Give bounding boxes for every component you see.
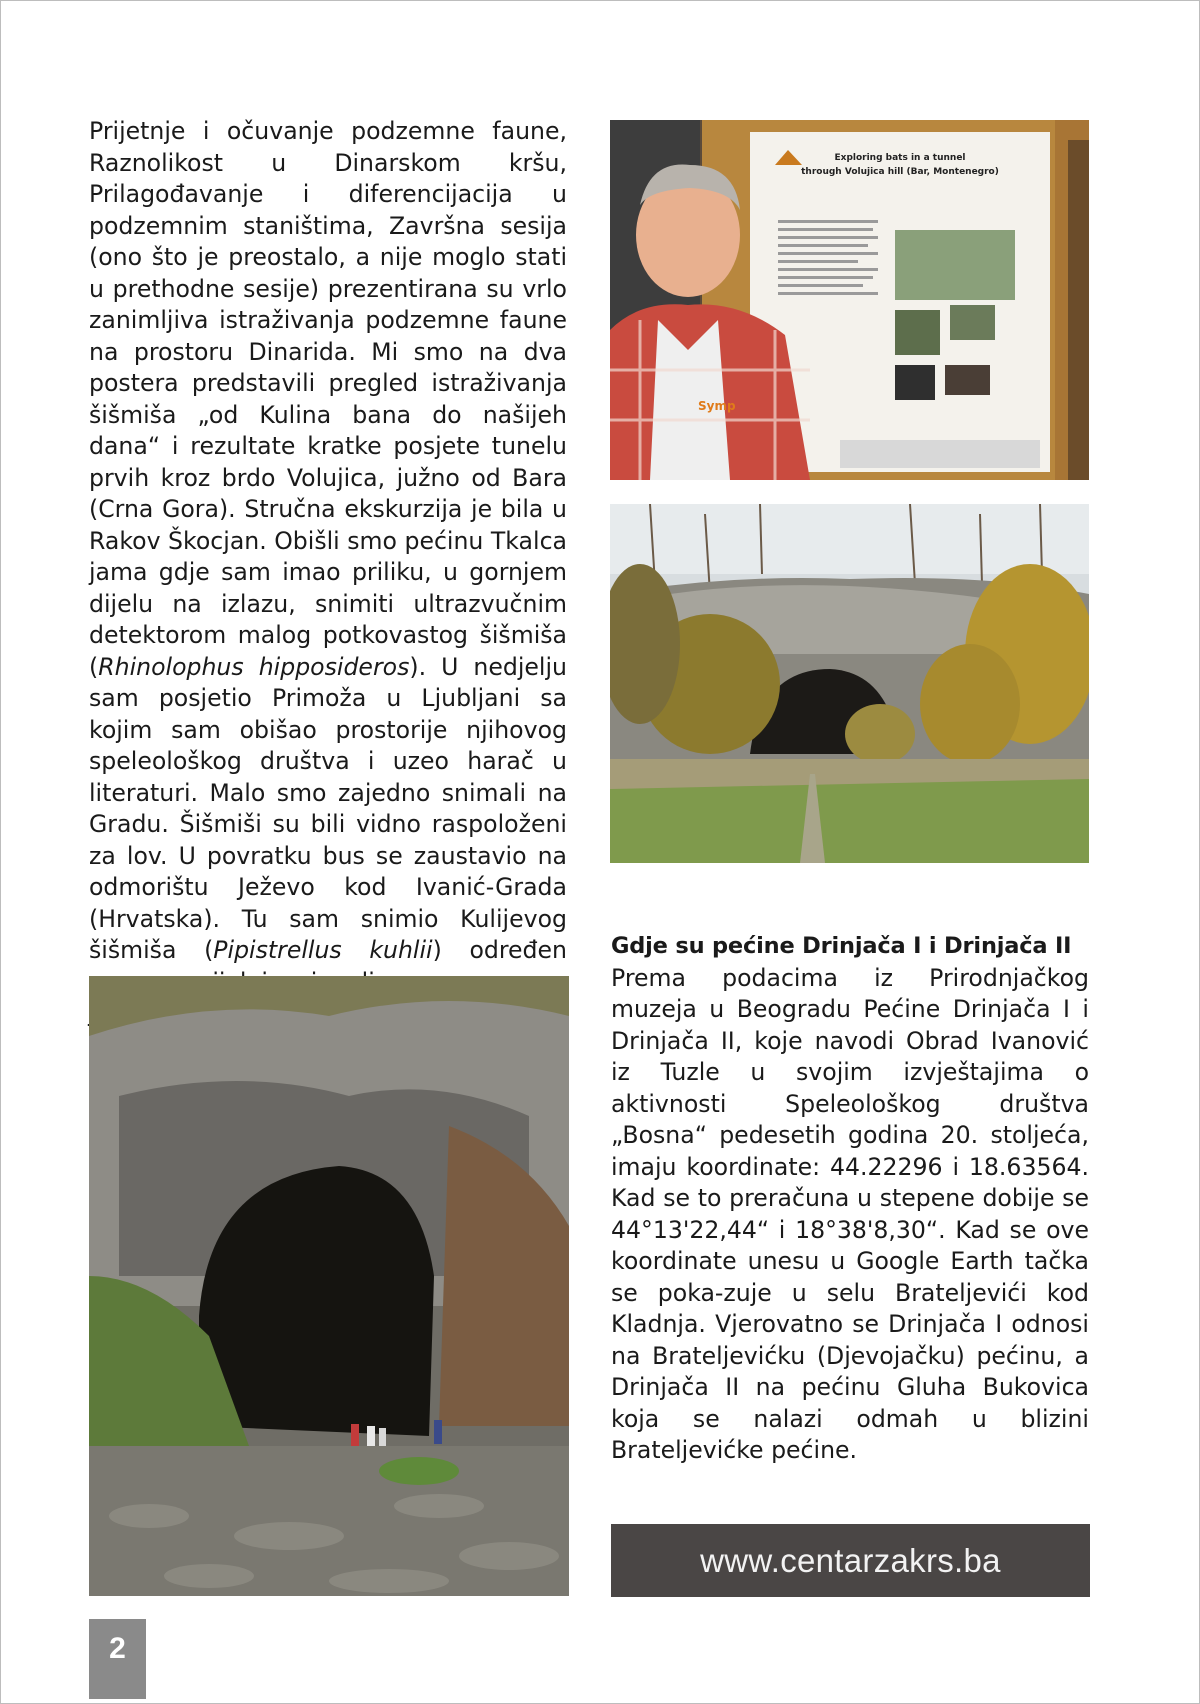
shirt-print: Symp <box>698 399 736 413</box>
page-number: 2 <box>89 1619 146 1699</box>
poster-title: Exploring bats in a tunnel <box>834 153 966 163</box>
cave-entrance-photo <box>89 976 569 1596</box>
article-text-right <box>611 931 1089 1467</box>
species-name: Rhinolophus hipposideros <box>98 652 410 681</box>
species-name: Pipistrellus kuhlii <box>213 936 433 964</box>
article-text-left <box>89 116 567 1030</box>
svg-text:through Volujica hill (Bar, Mo: through Volujica hill (Bar, Montenegro) <box>801 167 999 177</box>
article-paragraph-cont: ). U nedjelju sam posjetio Primoža u Ljubljani sa kojim sam obišao prostorije njihovog speleološkog društva i uzeo harač u literaturi. Malo smo zajedno snimali na Gradu. Šišmiši su bili vidno raspoloženi za lov. U povratku bus se zaustavio na odmorištu Ježevo kod Ivanić-Grada (Hrvatska). Tu sam snimio Kulijevog šišmiša ( <box>89 652 567 964</box>
website-banner: www.centarzakrs.ba <box>611 1524 1090 1597</box>
article-paragraph: Prijetnje i očuvanje podzemne faune, Raznolikost u Dinarskom kršu, Prilagođavanje i diferencijacija u podzemnim staništima, Završna sesija (ono što je preostalo, a nije moglo stati u prethodne sesije) prezentirana su vrlo zanimljiva istraživanja podzemne faune na prostoru Dinarida. Mi smo na dva postera predstavili pregled istraživanja šišmiša „od Kulina bana do našijeh dana“ i rezultate kratke posjete tunelu prvih kroz brdo Volujica, južno od Bara (Crna Gora). Stručna ekskurzija je bila u Rakov Škocjan. Obišli smo pećinu Tkalca jama gdje sam imao priliku, u gornjem dijelu na izlazu, snimiti ultrazvučnim detektorom malog potkovastog šišmiša ( <box>89 117 567 681</box>
section-body: Prema podacima iz Prirodnjačkog muzeja u Beogradu Pećine Drinjača I i Drinjača II, koje navodi Obrad Ivanović iz Tuzle u svojim izvještajima o aktivnosti Speleološkog društva „Bosna“ pedesetih godina 20. stoljeća, imaju koordinate: 44.22296 i 18.63564. Kad se to preračuna u stepene dobije se 44°13'22,44“ i 18°38'8,30“. Kad se ove koordinate unesu u Google Earth tačka se poka-zuje u selu Brateljevići kod Kladnja. Vjerovatno se Drinjača I odnosi na Brateljevićku (Djevojačku) pećinu, a Drinjača II na pećinu Gluha Bukovica koja se nalazi odmah u blizini Brateljevićke pećine. <box>611 963 1089 1464</box>
cave-landscape-photo <box>610 504 1089 863</box>
poster-photo <box>610 120 1089 480</box>
section-heading: Gdje su pećine Drinjača I i Drinjača II <box>611 933 1072 959</box>
article-paragraph-end: ) određen <box>432 936 567 964</box>
